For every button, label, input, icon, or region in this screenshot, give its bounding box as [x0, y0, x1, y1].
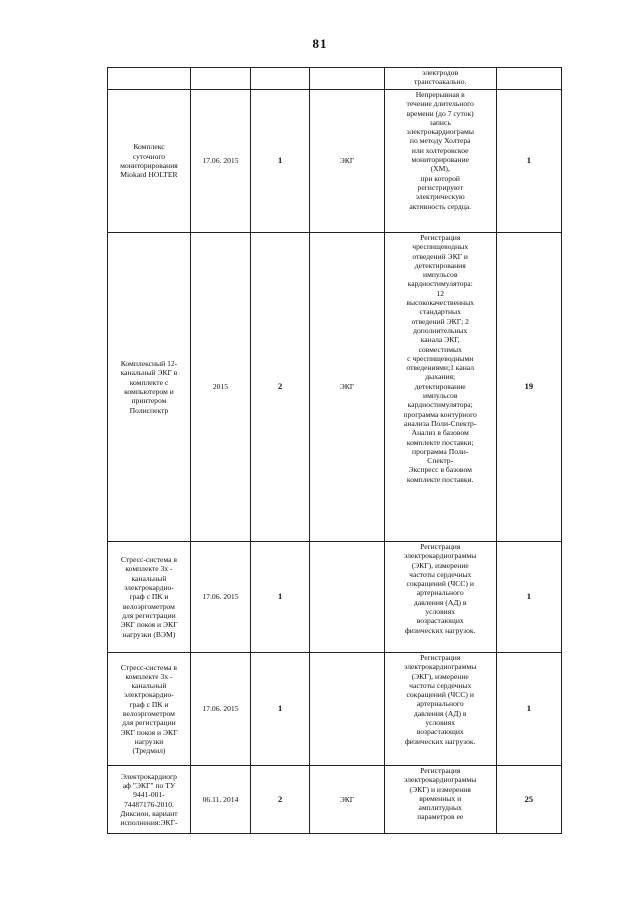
count-cell: 1	[496, 542, 561, 653]
type-cell	[310, 68, 385, 90]
equipment-name-cell: Стресс-система в комплекте 3х - канальный электрокардио- граф с ПК и велоэргометром для регистрации ЭКГ покоя и ЭКГ нагрузки (Тредмил)	[108, 653, 191, 766]
type-cell	[310, 653, 385, 766]
count-cell: 25	[496, 766, 561, 834]
date-cell: 17.06. 2015	[190, 90, 250, 233]
type-cell: ЭКГ	[310, 766, 385, 834]
count-cell: 19	[496, 233, 561, 542]
date-cell: 2015	[190, 233, 250, 542]
type-cell	[310, 542, 385, 653]
page-number: 81	[312, 36, 328, 51]
equipment-name-cell	[108, 68, 191, 90]
description-cell: Регистрация электрокардиограммы (ЭКГ) и измерения временных и амплитудных параметров ее	[384, 766, 496, 834]
type-cell: ЭКГ	[310, 90, 385, 233]
description-cell: Регистрация электрокардиограммы (ЭКГ), измерение частоты сердечных сокращений (ЧСС) и артериального давления (АД) в условиях возрастающих физических нагрузок.	[384, 653, 496, 766]
date-cell: 06.11. 2014	[190, 766, 250, 834]
table-row	[108, 542, 562, 653]
date-cell: 17.06. 2015	[190, 542, 250, 653]
equipment-name-cell: Комплекс суточного мониторирования Miokard HOLTER	[108, 90, 191, 233]
count-cell	[496, 68, 561, 90]
table-row	[108, 68, 562, 90]
quantity-cell: 2	[251, 233, 310, 542]
quantity-cell: 1	[251, 90, 310, 233]
table-row	[108, 90, 562, 233]
equipment-table	[107, 67, 562, 834]
description-cell: Непрерывная в течение длительного времени (до 7 суток) запись электрокардиограмы по методу Холтера или холтеровское мониторирование (ХМ), при которой регистрируют электрическую активность сердца.	[384, 90, 496, 233]
description-cell: Регистрация электрокардиограммы (ЭКГ), измерение частоты сердечных сокращений (ЧСС) и артериального давления (АД) в условиях возрастающих физических нагрузок.	[384, 542, 496, 653]
table-row	[108, 766, 562, 834]
table-row	[108, 233, 562, 542]
description-cell: Регистрация чреспищеводных отведений ЭКГ и детектирования импульсов кардиостимулятора: 12 высококачественных стандартных отведений ЭКГ; 2 дополнительных канала ЭКГ, совместимых с чреспищеводными отведениями;1 канал дыхания; детектирование импульсов кардиостимулятора; программа контурного анализа Поли-Спектр- Анализ в базовом комплекте поставки; программа Поли- Спектр- Экспресс в базовом комплекте поставки.	[384, 233, 496, 542]
date-cell	[190, 68, 250, 90]
quantity-cell	[251, 68, 310, 90]
description-cell: электродов транстоакально.	[384, 68, 496, 90]
date-cell: 17.06. 2015	[190, 653, 250, 766]
type-cell: ЭКГ	[310, 233, 385, 542]
count-cell: 1	[496, 653, 561, 766]
equipment-name-cell: Комплексный 12- канальный ЭКГ в комплекте с компьютером и принтером Полиспектр	[108, 233, 191, 542]
quantity-cell: 1	[251, 542, 310, 653]
equipment-name-cell: Электрокардиогр аф "ЭКГ" по ТУ 9441-001- 74487176-2010. Диксион, вариант исполнения:ЭКГ-	[108, 766, 191, 834]
table-row	[108, 653, 562, 766]
quantity-cell: 1	[251, 653, 310, 766]
count-cell: 1	[496, 90, 561, 233]
equipment-name-cell: Стресс-система в комплекте 3х - канальный электрокардио- граф с ПК и велоэргометром для регистрации ЭКГ покоя и ЭКГ нагрузки (ВЭМ)	[108, 542, 191, 653]
quantity-cell: 2	[251, 766, 310, 834]
